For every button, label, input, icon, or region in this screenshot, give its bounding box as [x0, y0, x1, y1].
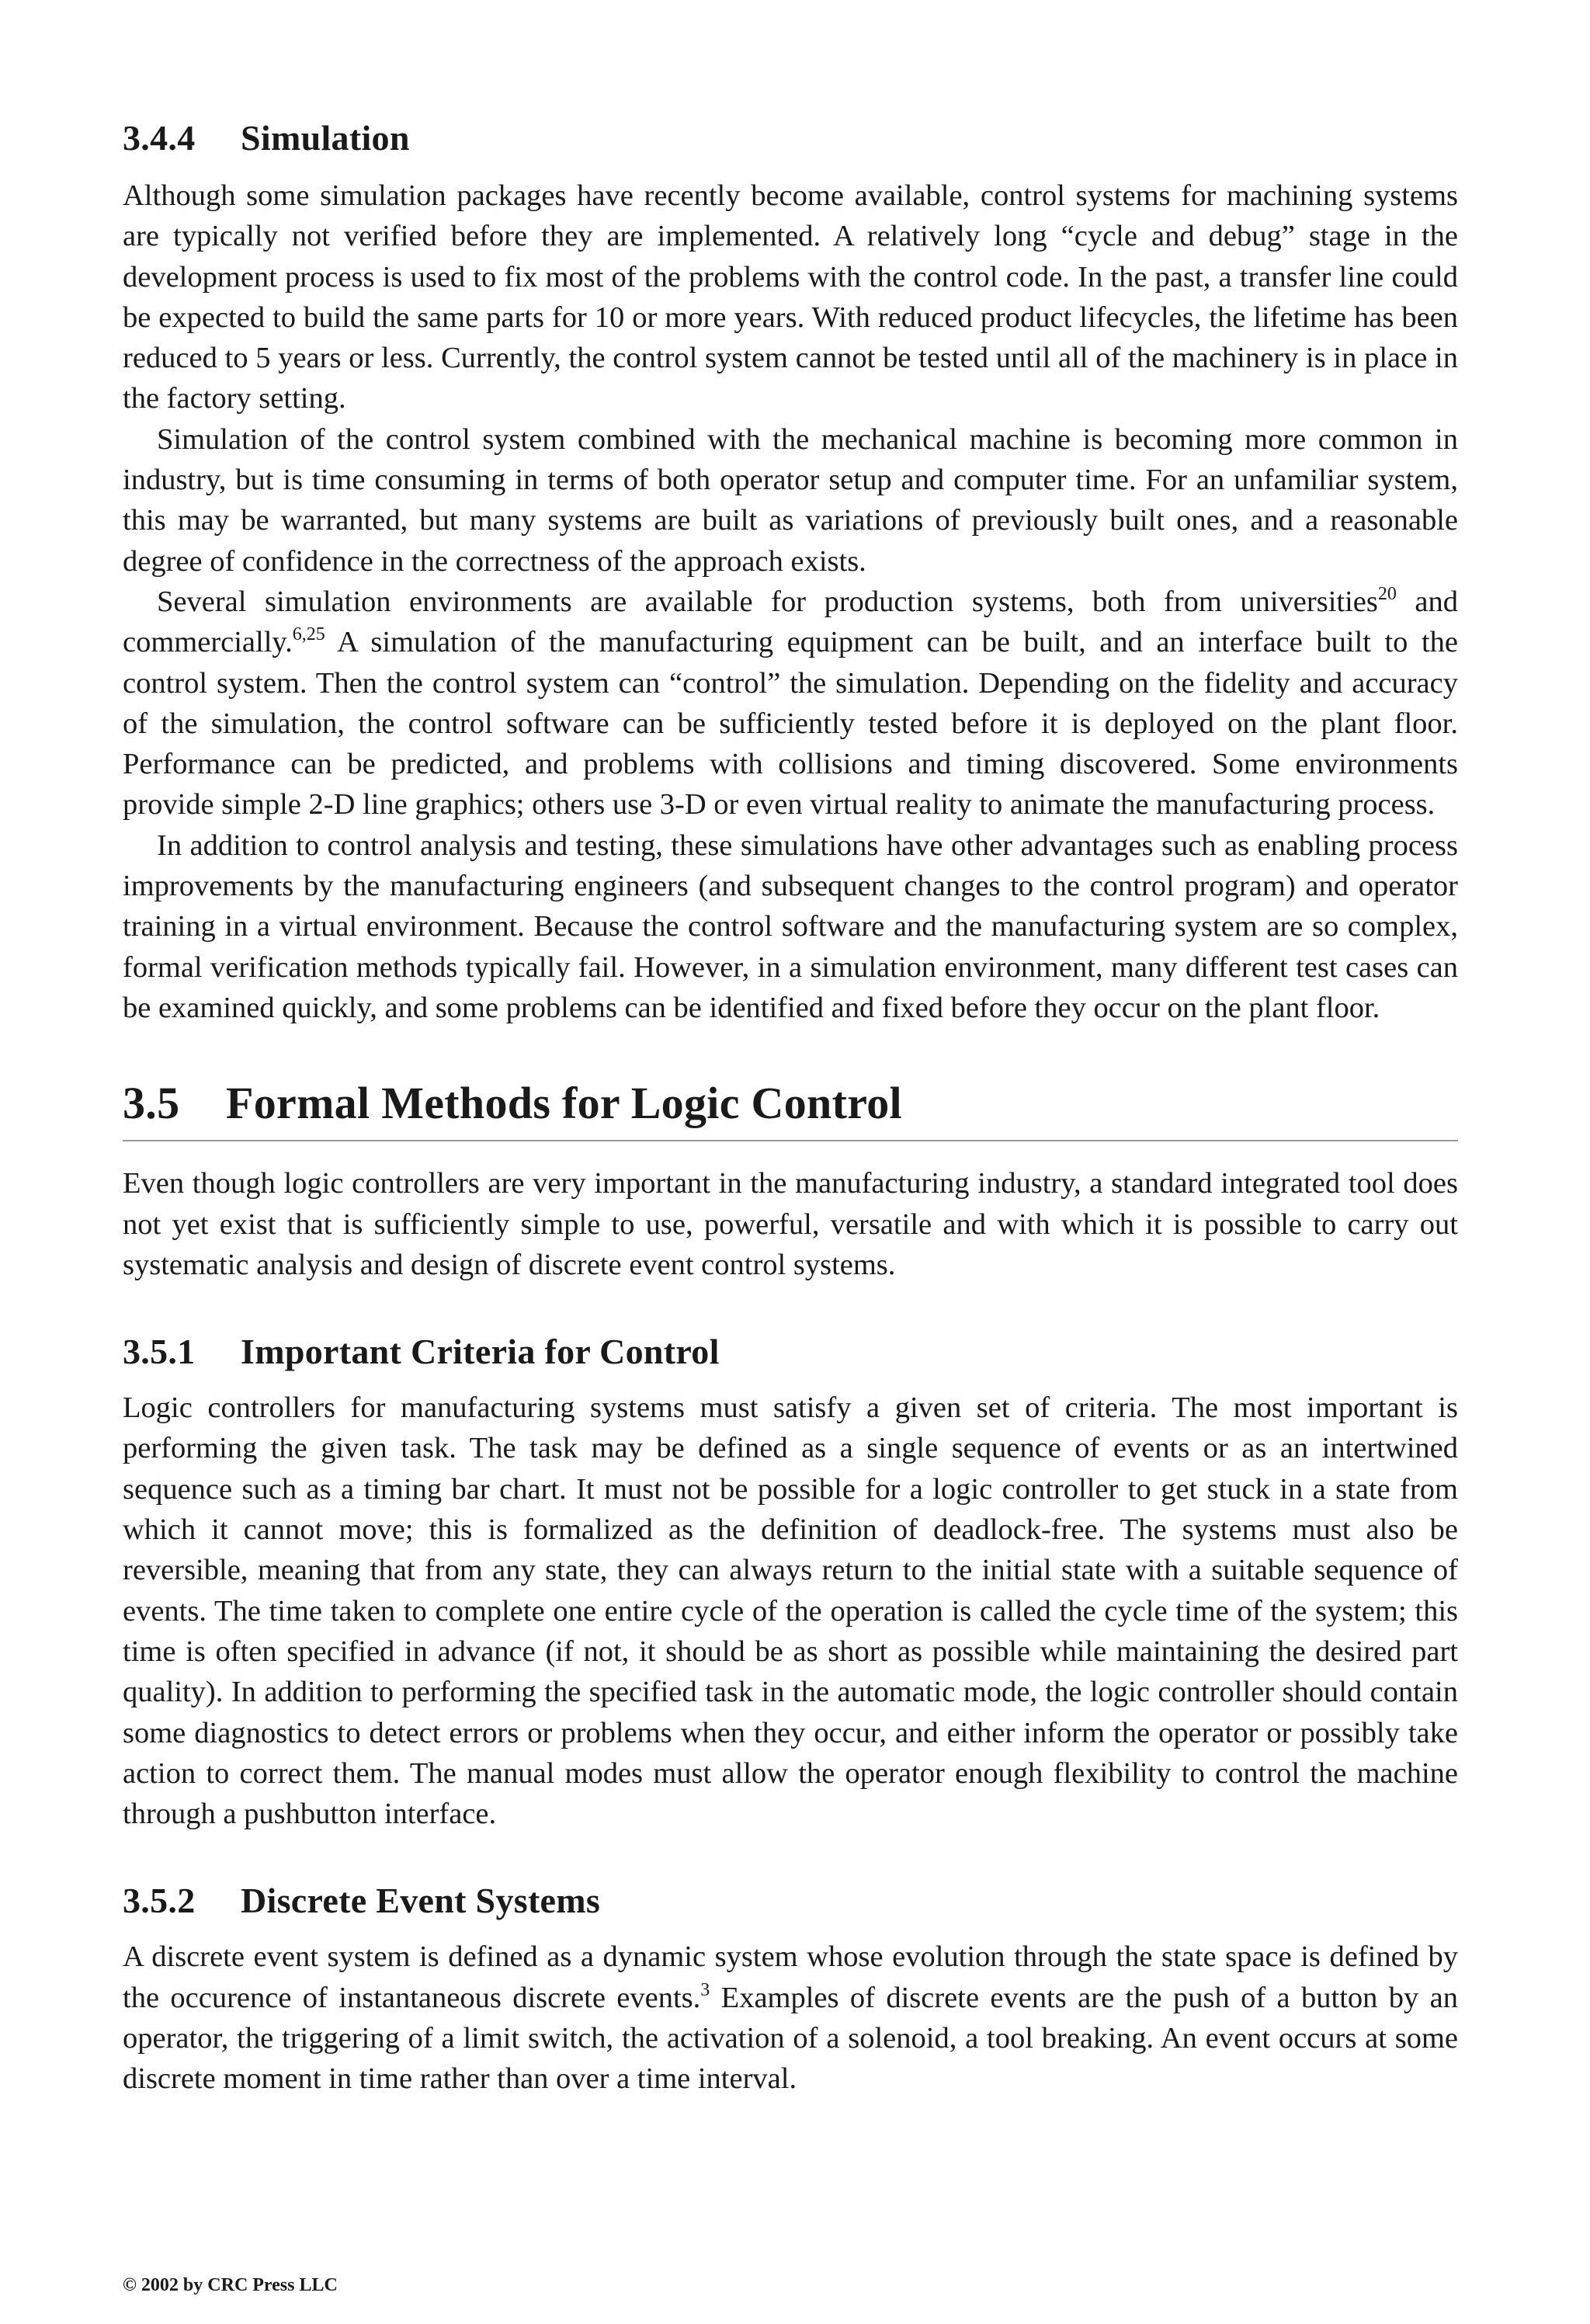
citation-ref: 6,25 — [292, 624, 325, 645]
section-heading-3-5 — [123, 1076, 1458, 1141]
paragraph-text: A discrete event system is defined as a dynamic system whose evolution through the state space is defined by the occurence of instantaneous discrete events. — [123, 1940, 1458, 2014]
section-title: Important Criteria for Control — [241, 1332, 720, 1372]
paragraph — [123, 582, 1458, 825]
paragraph-text: Examples of discrete events are the push of a button by an operator, the triggering of a limit switch, the activation of a solenoid, a tool breaking. An event occurs at some discrete moment in time rather than over a time interval. — [123, 1981, 1458, 2096]
paragraph-text: Several simulation environments are available for production systems, both from universities — [157, 585, 1378, 618]
section-number: 3.4.4 — [123, 118, 196, 158]
paragraph: In addition to control analysis and testing, these simulations have other advantages such as enabling process improvements by the manufacturing engineers (and subsequent changes to the control program) and operator training in a virtual environment. Because the control software and the manufacturing system are so complex, formal verification methods typically fail. However, in a simulation environment, many different test cases can be examined quickly, and some problems can be identified and fixed before they occur on the plant floor. — [123, 829, 1458, 1024]
section-title: Formal Methods for Logic Control — [226, 1078, 902, 1129]
paragraph: Even though logic controllers are very important in the manufacturing industry, a standard integrated tool does not yet exist that is sufficiently simple to use, powerful, versatile and with which it is possible to carry out systematic analysis and design of discrete event control systems. — [123, 1167, 1458, 1281]
paragraph: Although some simulation packages have recently become available, control systems for machining systems are typically not verified before they are implemented. A relatively long “cycle and debug” stage in the development process is used to fix most of the problems with the control code. In the past, a transfer line could be expected to build the same parts for 10 or more years. With reduced product lifecycles, the lifetime has been reduced to 5 years or less. Currently, the control system cannot be tested until all of the machinery is in place in the factory setting. — [123, 179, 1458, 415]
copyright-footer: © 2002 by CRC Press LLC — [123, 2275, 338, 2295]
section-title: Simulation — [241, 118, 410, 158]
paragraph — [123, 1937, 1458, 2099]
section-number: 3.5.2 — [123, 1881, 196, 1921]
paragraph: Logic controllers for manufacturing systems must satisfy a given set of criteria. The most important is performing the given task. The task may be defined as a single sequence of events or as an intertwined sequence such as a timing bar chart. It must not be possible for a logic controller to get stuck in a state from which it cannot move; this is formalized as the definition of deadlock-free. The systems must also be reversible, meaning that from any state, they can always return to the initial state with a suitable sequence of events. The time taken to complete one entire cycle of the operation is called the cycle time of the system; this time is often specified in advance (if not, it should be as short as possible while maintaining the desired part quality). In addition to performing the specified task in the automatic mode, the logic controller should contain some diagnostics to detect errors or problems when they occur, and either inform the operator or possibly take action to correct them. The manual modes must allow the operator enough flexibility to control the machine through a pushbutton interface. — [123, 1391, 1458, 1831]
section-title: Discrete Event Systems — [241, 1881, 601, 1921]
section-heading-3-5-2 — [123, 1879, 1458, 1923]
section-heading-3-5-1 — [123, 1330, 1458, 1374]
citation-ref: 20 — [1377, 583, 1397, 604]
paragraph-text: A simulation of the manufacturing equipment can be built, and an interface built to the control system. Then the control system can “control” the simulation. Depending on the fidelity and accuracy of the simulation, the control software can be sufficiently tested before it is deployed on the plant floor. Performance can be predicted, and problems with collisions and timing discovered. Some environments provide simple 2-D line graphics; others use 3-D or even virtual reality to animate the manufacturing process. — [123, 626, 1458, 822]
section-number: 3.5 — [123, 1078, 180, 1129]
paragraph: Simulation of the control system combined with the mechanical machine is becoming more common in industry, but is time consuming in terms of both operator setup and computer time. For an unfamiliar system, this may be warranted, but many systems are built as variations of previously built ones, and a reasonable degree of confidence in the correctness of the approach exists. — [123, 422, 1458, 578]
section-heading-3-4-4 — [123, 116, 1458, 160]
citation-ref: 3 — [700, 1979, 710, 2000]
paragraph-text: and commercially. — [123, 585, 1458, 659]
section-number: 3.5.1 — [123, 1332, 196, 1372]
page-body — [123, 116, 1458, 2100]
